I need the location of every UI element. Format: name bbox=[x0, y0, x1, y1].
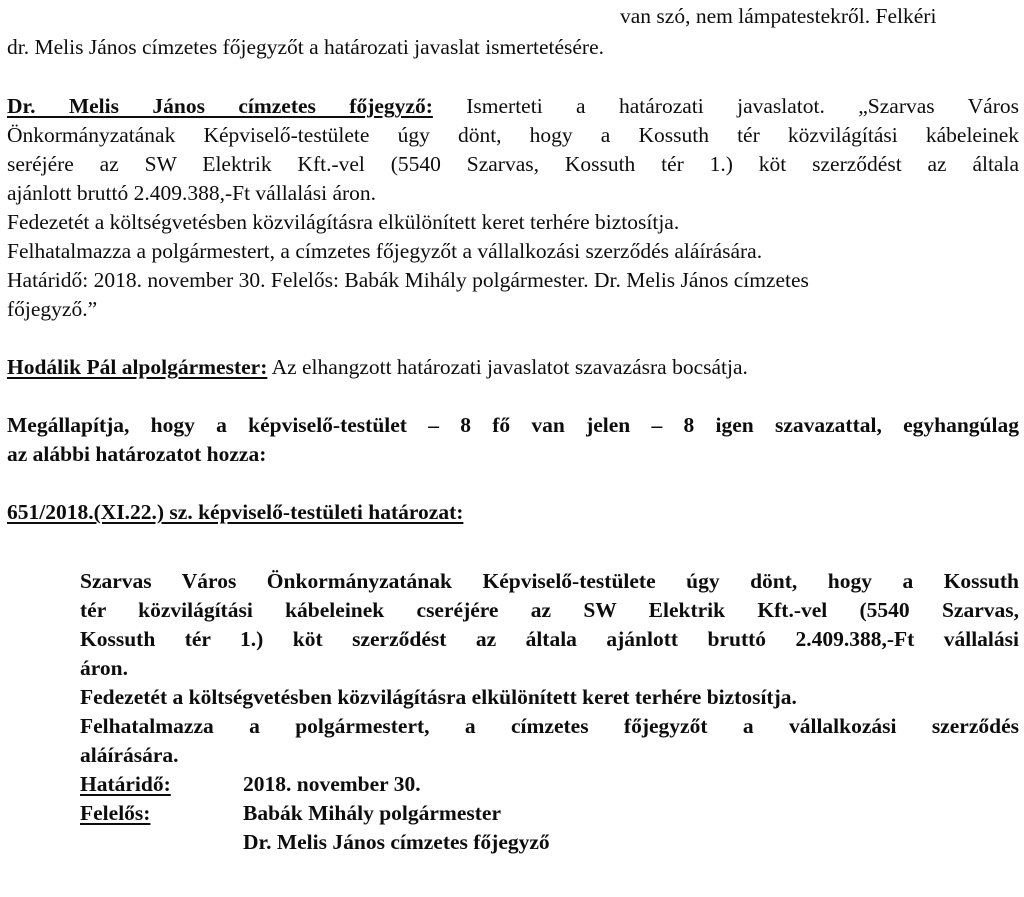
para2-line bbox=[7, 354, 748, 380]
deadline-label: Határidő: bbox=[80, 772, 171, 796]
para1-line-6: Felhatalmazza a polgármestert, a címzetes főjegyzőt a vállalkozási szerződés aláírására. bbox=[7, 239, 763, 263]
para1-line-8: főjegyző.” bbox=[7, 297, 98, 321]
resolution-line-4: áron. bbox=[80, 656, 128, 680]
para3-line-2: az alábbi határozatot hozza: bbox=[7, 442, 267, 466]
deadline-value: 2018. november 30. bbox=[243, 772, 421, 796]
para1-line-3: seréjére az SW Elektrik Kft.-vel (5540 Szarvas, Kossuth tér 1.) köt szerződést az általa bbox=[7, 152, 1019, 176]
resolution-title: 651/2018.(XI.22.) sz. képviselő-testületi határozat: bbox=[7, 500, 464, 524]
resolution-line-7: aláírására. bbox=[80, 743, 179, 767]
responsible-value-1: Babák Mihály polgármester bbox=[243, 801, 501, 825]
para1-line-5: Fedezetét a költségvetésben közvilágításra elkülönített keret terhére biztosítja. bbox=[7, 210, 680, 234]
para1-line-4: ajánlott bruttó 2.409.388,-Ft vállalási áron. bbox=[7, 181, 377, 205]
resolution-line-6: Felhatalmazza a polgármestert, a címzetes főjegyzőt a vállalkozási szerződés bbox=[80, 714, 1019, 738]
resolution-line-3: Kossuth tér 1.) köt szerződést az általa ajánlott bruttó 2.409.388,-Ft vállalási bbox=[80, 627, 1019, 651]
resolution-line-2: tér közvilágítási kábeleinek cseréjére az SW Elektrik Kft.-vel (5540 Szarvas, bbox=[80, 598, 1019, 622]
para1-line-7: Határidő: 2018. november 30. Felelős: Babák Mihály polgármester. Dr. Melis János címzetes bbox=[7, 268, 809, 292]
resolution-line-1: Szarvas Város Önkormányzatának Képviselő-testülete úgy dönt, hogy a Kossuth bbox=[80, 569, 1019, 593]
top-line-2: dr. Melis János címzetes főjegyzőt a határozati javaslat ismertetésére. bbox=[7, 35, 604, 59]
para3-line-1: Megállapítja, hogy a képviselő-testület – 8 fő van jelen – 8 igen szavazattal, egyhangúlag bbox=[7, 413, 1019, 437]
para2-rest: Az elhangzott határozati javaslatot szavazásra bocsátja. bbox=[267, 355, 748, 379]
responsible-value-2: Dr. Melis János címzetes főjegyző bbox=[243, 830, 550, 854]
para1-line-2: Önkormányzatának Képviselő-testülete úgy dönt, hogy a Kossuth tér közvilágítási kábeleinek bbox=[7, 123, 1019, 147]
speaker-melis: Dr. Melis János címzetes főjegyző: bbox=[7, 94, 433, 118]
para1-line-1 bbox=[7, 93, 1019, 119]
speaker-hodalik: Hodálik Pál alpolgármester: bbox=[7, 355, 268, 379]
top-line-1: van szó, nem lámpatestekről. Felkéri bbox=[620, 4, 937, 28]
resolution-line-5: Fedezetét a költségvetésben közvilágításra elkülönített keret terhére biztosítja. bbox=[80, 685, 797, 709]
responsible-label: Felelős: bbox=[80, 801, 151, 825]
para1-line-1-rest: Ismerteti a határozati javaslatot. „Szarvas Város bbox=[432, 94, 1019, 118]
